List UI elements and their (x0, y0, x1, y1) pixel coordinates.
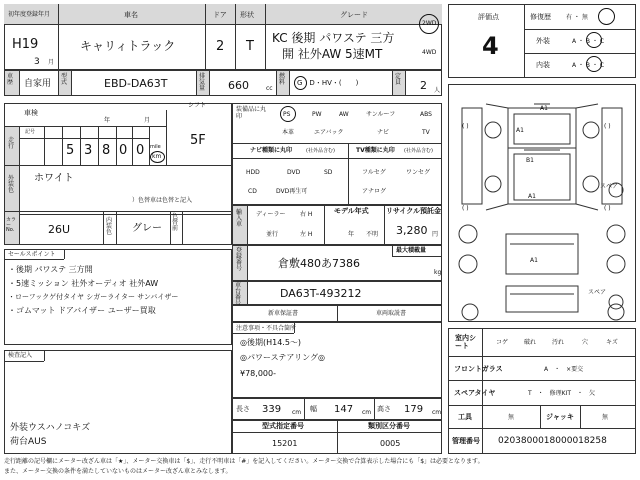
chassis-value: DA63T-493212 (280, 287, 362, 300)
navi-label: ナビ種類に丸印 (250, 147, 293, 154)
diagram-a1-rear: A1 (530, 257, 538, 264)
note-line-1: ◎後期(H14.5～) (240, 338, 302, 347)
color-no-value: 26U (48, 223, 71, 236)
exterior-note: ）色替車は色替と記入 (132, 197, 193, 204)
fuel-options: G D・HV・( ) (297, 79, 359, 87)
jack-label: ジャッキ (546, 413, 574, 421)
capacity-label: 定員 (395, 73, 402, 86)
equip-ps: PS (283, 111, 291, 118)
drive-2wd: 2WD (422, 20, 437, 27)
width-value: 147 (334, 404, 354, 415)
chassis-label: 車台番号 (235, 282, 242, 307)
mgmt-label: 管理番号 (452, 437, 480, 445)
mileage-digit-3: 8 (102, 143, 111, 158)
sheet-burn: コゲ (496, 339, 509, 346)
repair-label: 修復歴 (530, 13, 551, 21)
navi-dvd: DVD (287, 169, 301, 176)
footer-line-1: 走行距離の記号欄にメーター改ざん車は「★」、メーター交換車は「$」、走行不明車は「#」を記入してください。メーター交換で合算表示した場合にも「$」は必要となります。 (4, 458, 484, 465)
score-value: 4 (482, 32, 499, 60)
diagram-a1-top: A1 (540, 105, 548, 112)
exterior-color: ホワイト (34, 173, 74, 184)
height-unit: cm (432, 409, 442, 416)
kg-unit: kg (434, 269, 442, 276)
width-unit: cm (362, 409, 372, 416)
capacity-value: 2 (420, 79, 427, 92)
model-value: EBD-DA63T (104, 77, 168, 90)
length-unit: cm (292, 409, 302, 416)
tools-value: 無 (508, 414, 515, 421)
height-label: 高さ (377, 405, 391, 413)
car-name: キャリィトラック (80, 39, 176, 53)
use-label: 車歴 (7, 73, 14, 86)
repair-value: 有 ・ 無 (566, 14, 588, 21)
insp-year-label: 年 (104, 117, 111, 124)
width-label: 幅 (310, 405, 317, 413)
diagram-a1-left: A1 (516, 127, 524, 134)
length-label: 長さ (236, 405, 250, 413)
inspector-line-1: 外装ウスハノコキズ (10, 423, 91, 433)
mileage-digit-2: 3 (84, 143, 93, 158)
notes-label: 注意事項・不具合箇所 (236, 325, 297, 332)
sheet-tear: 破れ (524, 339, 537, 346)
max-load-label: 最大積載量 (396, 247, 427, 254)
exterior-rating-value: A ・ B ・ C (572, 38, 605, 45)
cc-unit: cc (266, 85, 273, 92)
exterior-label: 外装色 (8, 175, 15, 194)
equip-aw: AW (339, 111, 349, 118)
shift-label: シフト (188, 102, 207, 109)
tire-fl-bracket: ( ) (462, 123, 469, 130)
tv-oneseg: ワンセグ (406, 169, 431, 176)
recycle-value: 3,280 (396, 224, 428, 237)
color-row-box (4, 211, 232, 245)
first-reg-label: 初年度登録年月 (8, 11, 51, 18)
shape: T (246, 39, 254, 54)
interior-rating-value: A ・ B ・ C (572, 62, 605, 69)
first-reg-month: 3 (34, 57, 40, 67)
inspection-label: 車検 (24, 109, 38, 117)
model-year-label: モデル年式 (334, 207, 369, 215)
sales-line-3: ・ローフックゲ付タイヤ シガーライター サンバイザー (8, 293, 179, 301)
jack-value: 無 (602, 414, 609, 421)
mileage-digit-5: 0 (136, 143, 145, 158)
class-no-value: 0005 (380, 439, 401, 448)
grade-line2: 開 社外AW 5速MT (282, 47, 383, 61)
interior-sheet-label: 室内シート (455, 334, 476, 351)
note-line-3: ¥78,000- (240, 369, 276, 378)
equipment-label: 装備品に丸印 (236, 106, 267, 121)
mgmt-value: 0203800018000018258 (498, 436, 607, 446)
equip-airbag: エアバック (314, 129, 344, 136)
spare-tire-value: T ・ 修理KIT ・ 欠 (528, 390, 596, 397)
repair-circle (598, 8, 615, 25)
tv-label: TV種類に丸印 (356, 147, 395, 154)
equip-sunroof: サンルーフ (366, 111, 396, 118)
navi-sd: SD (324, 169, 333, 176)
plate-label: 登録番号 (236, 247, 243, 272)
doors: 2 (216, 39, 225, 54)
import-parallel: 並行 (266, 231, 279, 238)
grade-label: グレード (340, 11, 368, 19)
car-diagram (448, 84, 636, 322)
first-reg-era: H19 (12, 37, 39, 52)
sales-line-4: ・ゴムマット ドアバイザー ユーザー買取 (8, 306, 156, 315)
tools-label: 工具 (458, 413, 472, 421)
navi-hdd: HDD (246, 169, 260, 176)
doors-label: ドア (213, 11, 227, 19)
spare-label-1: スペア (600, 183, 619, 190)
import-left: 左 H (300, 231, 313, 238)
sales-line-2: ・5速ミッション 社外オーディオ 社外AW (8, 279, 159, 288)
unit-km: km (152, 153, 162, 160)
type-no-value: 15201 (272, 439, 298, 448)
length-value: 339 (262, 404, 282, 415)
shape-label: 形状 (240, 11, 254, 19)
recycle-label: リサイクル預託金 (386, 207, 442, 215)
plate-value: 倉敷480あ7386 (278, 257, 360, 270)
model-label: 型式 (61, 73, 68, 86)
mark-label: 記号 (25, 129, 36, 135)
unit-mile: mile (150, 144, 161, 150)
yen-unit: 円 (432, 231, 439, 238)
spare-label-2: スペア (588, 289, 607, 296)
navi-dvd-play: DVD再生可 (276, 188, 308, 195)
diagram-a1-bottom: A1 (528, 193, 536, 200)
month-unit: 月 (48, 59, 55, 66)
manual-label: 車両取説書 (376, 310, 407, 317)
equip-leather: 本革 (282, 129, 295, 136)
person-unit: 人 (434, 87, 441, 94)
pre-color-label: 色替前 (172, 213, 179, 232)
equip-abs: ABS (420, 111, 432, 118)
car-name-label: 車名 (124, 11, 138, 19)
new-warranty-label: 新車保証書 (268, 310, 299, 317)
import-right: 右 H (300, 211, 313, 218)
height-value: 179 (404, 404, 424, 415)
shift-value: 5F (190, 133, 206, 148)
spare-tire-label: スペアタイヤ (454, 389, 496, 397)
fuel-label: 燃料 (279, 73, 286, 86)
interior-color-value: グレー (132, 223, 162, 234)
color-no-label: カラーNo. (6, 217, 17, 233)
note-line-2: ◎パワーステアリング◎ (240, 353, 325, 362)
score-label: 評価点 (478, 13, 499, 21)
tire-rr-bracket: ( ) (604, 205, 611, 212)
insp-month-label: 月 (144, 117, 151, 124)
interior-circle (586, 56, 602, 72)
sheet-hole: 穴 (582, 339, 589, 346)
drive-4wd: 4WD (422, 49, 437, 56)
diagram-b1: B1 (526, 157, 534, 164)
tv-analog: アナログ (362, 188, 387, 195)
tire-rl-bracket: ( ) (462, 205, 469, 212)
import-dealer: ディーラー (256, 211, 286, 218)
inspector-line-2: 荷台AUS (10, 437, 47, 447)
glass-label: フロントガラス (454, 365, 503, 373)
exterior-circle (586, 32, 602, 48)
sales-line-1: ・後期 パワステ 三方開 (8, 265, 93, 274)
grade-line1: KC 後期 パワステ 三方 (272, 31, 395, 45)
sheet-stain: 汚れ (552, 339, 565, 346)
mileage-digit-4: 0 (119, 143, 128, 158)
navi-cd: CD (248, 188, 257, 195)
equip-tv: TV (422, 129, 430, 136)
sheet-scratch: キズ (606, 339, 618, 346)
equip-pw: PW (312, 111, 322, 118)
tv-fullseg: フルセグ (362, 169, 386, 176)
tire-fr-bracket: ( ) (604, 123, 611, 130)
inspector-label: 検査記入 (8, 352, 33, 359)
import-label: 輸入車 (236, 209, 243, 228)
displacement-value: 660 (228, 79, 249, 92)
class-no-label: 類別区分番号 (368, 422, 410, 430)
footer-line-2: また、メーター交換の条件を満たしていないものはメーター改ざん車とみなします。 (4, 468, 232, 475)
displacement-label: 排気量 (199, 73, 206, 92)
glass-value: A ・ ×要交 (544, 366, 584, 373)
sales-label: セールスポイント (8, 251, 56, 258)
exterior-rating-label: 外装 (536, 37, 550, 45)
navi-note: (社外品含む) (306, 148, 335, 154)
travel-label: 走行 (8, 137, 15, 150)
mileage-box (4, 103, 232, 215)
use-value: 自家用 (24, 79, 52, 89)
equip-navi: ナビ (377, 129, 390, 136)
model-year-value: 年 不明 (348, 231, 379, 238)
interior-color-label: 内装色 (106, 217, 113, 236)
type-no-label: 型式指定番号 (262, 422, 304, 430)
tv-note: (社外品含む) (404, 148, 433, 154)
interior-rating-label: 内装 (536, 61, 550, 69)
mileage-digit-1: 5 (66, 143, 75, 158)
